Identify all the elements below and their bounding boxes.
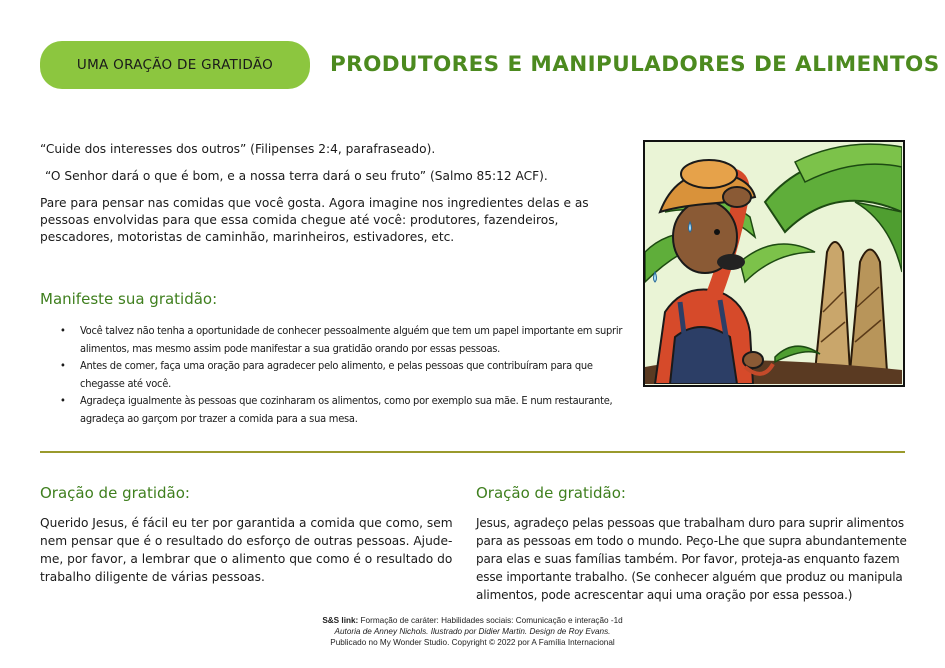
footer-link-line <box>0 615 945 626</box>
farmer-illustration <box>643 140 905 387</box>
footer <box>0 615 945 648</box>
list-item: • Antes de comer, faça uma oração para agradecer pelo alimento, e pelas pessoas que contribuíram para que chegasse até você. <box>58 357 623 392</box>
footer-publisher: Publicado no My Wonder Studio. Copyright © 2022 por A Família Internacional <box>330 638 615 647</box>
list-item: • Você talvez não tenha a oportunidade de conhecer pessoalmente alguém que tem um papel importante em suprir alimentos, mas mesmo assim pode manifestar a sua gratidão orando por essas pessoas. <box>58 322 623 357</box>
quote-psalm: “O Senhor dará o que é bom, e a nossa terra dará o seu fruto” (Salmo 85:12 ACF). <box>45 169 548 183</box>
prayer-text-left: Querido Jesus, é fácil eu ter por garantida a comida que como, sem nem pensar que é o resultado do esforço de outras pessoas. Ajude-me, por favor, a lembrar que o alimento que como é o resultado do trabalho diligente de várias pessoas. <box>40 516 453 584</box>
gratitude-list <box>58 322 623 428</box>
manifest-heading: Manifeste sua gratidão: <box>40 290 218 308</box>
list-item: • Agradeça igualmente às pessoas que cozinharam os alimentos, como por exemplo sua mãe. E num restaurante, agradeça ao garçom por trazer a comida para a sua mesa. <box>58 392 623 427</box>
intro-section <box>40 141 620 256</box>
prayer-text-right: Jesus, agradeço pelas pessoas que trabalham duro para suprir alimentos para as pessoas em todo o mundo. Peço-Lhe que supra abundantemente para elas e suas famílias também. Por favor, proteja-as enquanto fazem esse importante trabalho. (Se conhecer alguém que produz ou manipula alimentos, pode acrescentar aqui uma oração por essa pessoa.) <box>476 516 907 602</box>
prayer-heading-left: Oração de gratidão: <box>40 484 190 502</box>
footer-credits: Autoria de Anney Nichols. Ilustrado por Didier Martin. Design de Roy Evans. <box>334 627 611 636</box>
section-divider <box>40 451 905 453</box>
quote-philippians: “Cuide dos interesses dos outros” (Filipenses 2:4, parafraseado). <box>40 142 436 156</box>
page-title: PRODUTORES E MANIPULADORES DE ALIMENTOS <box>330 52 940 77</box>
prayer-heading-right: Oração de gratidão: <box>476 484 626 502</box>
header-badge: UMA ORAÇÃO DE GRATIDÃO <box>40 41 310 89</box>
footer-link-text: Formação de caráter: Habilidades sociais: Comunicação e interação -1d <box>360 616 623 625</box>
intro-paragraph: Pare para pensar nas comidas que você gosta. Agora imagine nos ingredientes delas e as pessoas envolvidas para que essa comida chegue até você: produtores, fazendeiros, pescadores, motoristas de caminhão, marinheiros, estivadores, etc. <box>40 196 589 244</box>
footer-link-label: S&S link: <box>322 616 359 625</box>
